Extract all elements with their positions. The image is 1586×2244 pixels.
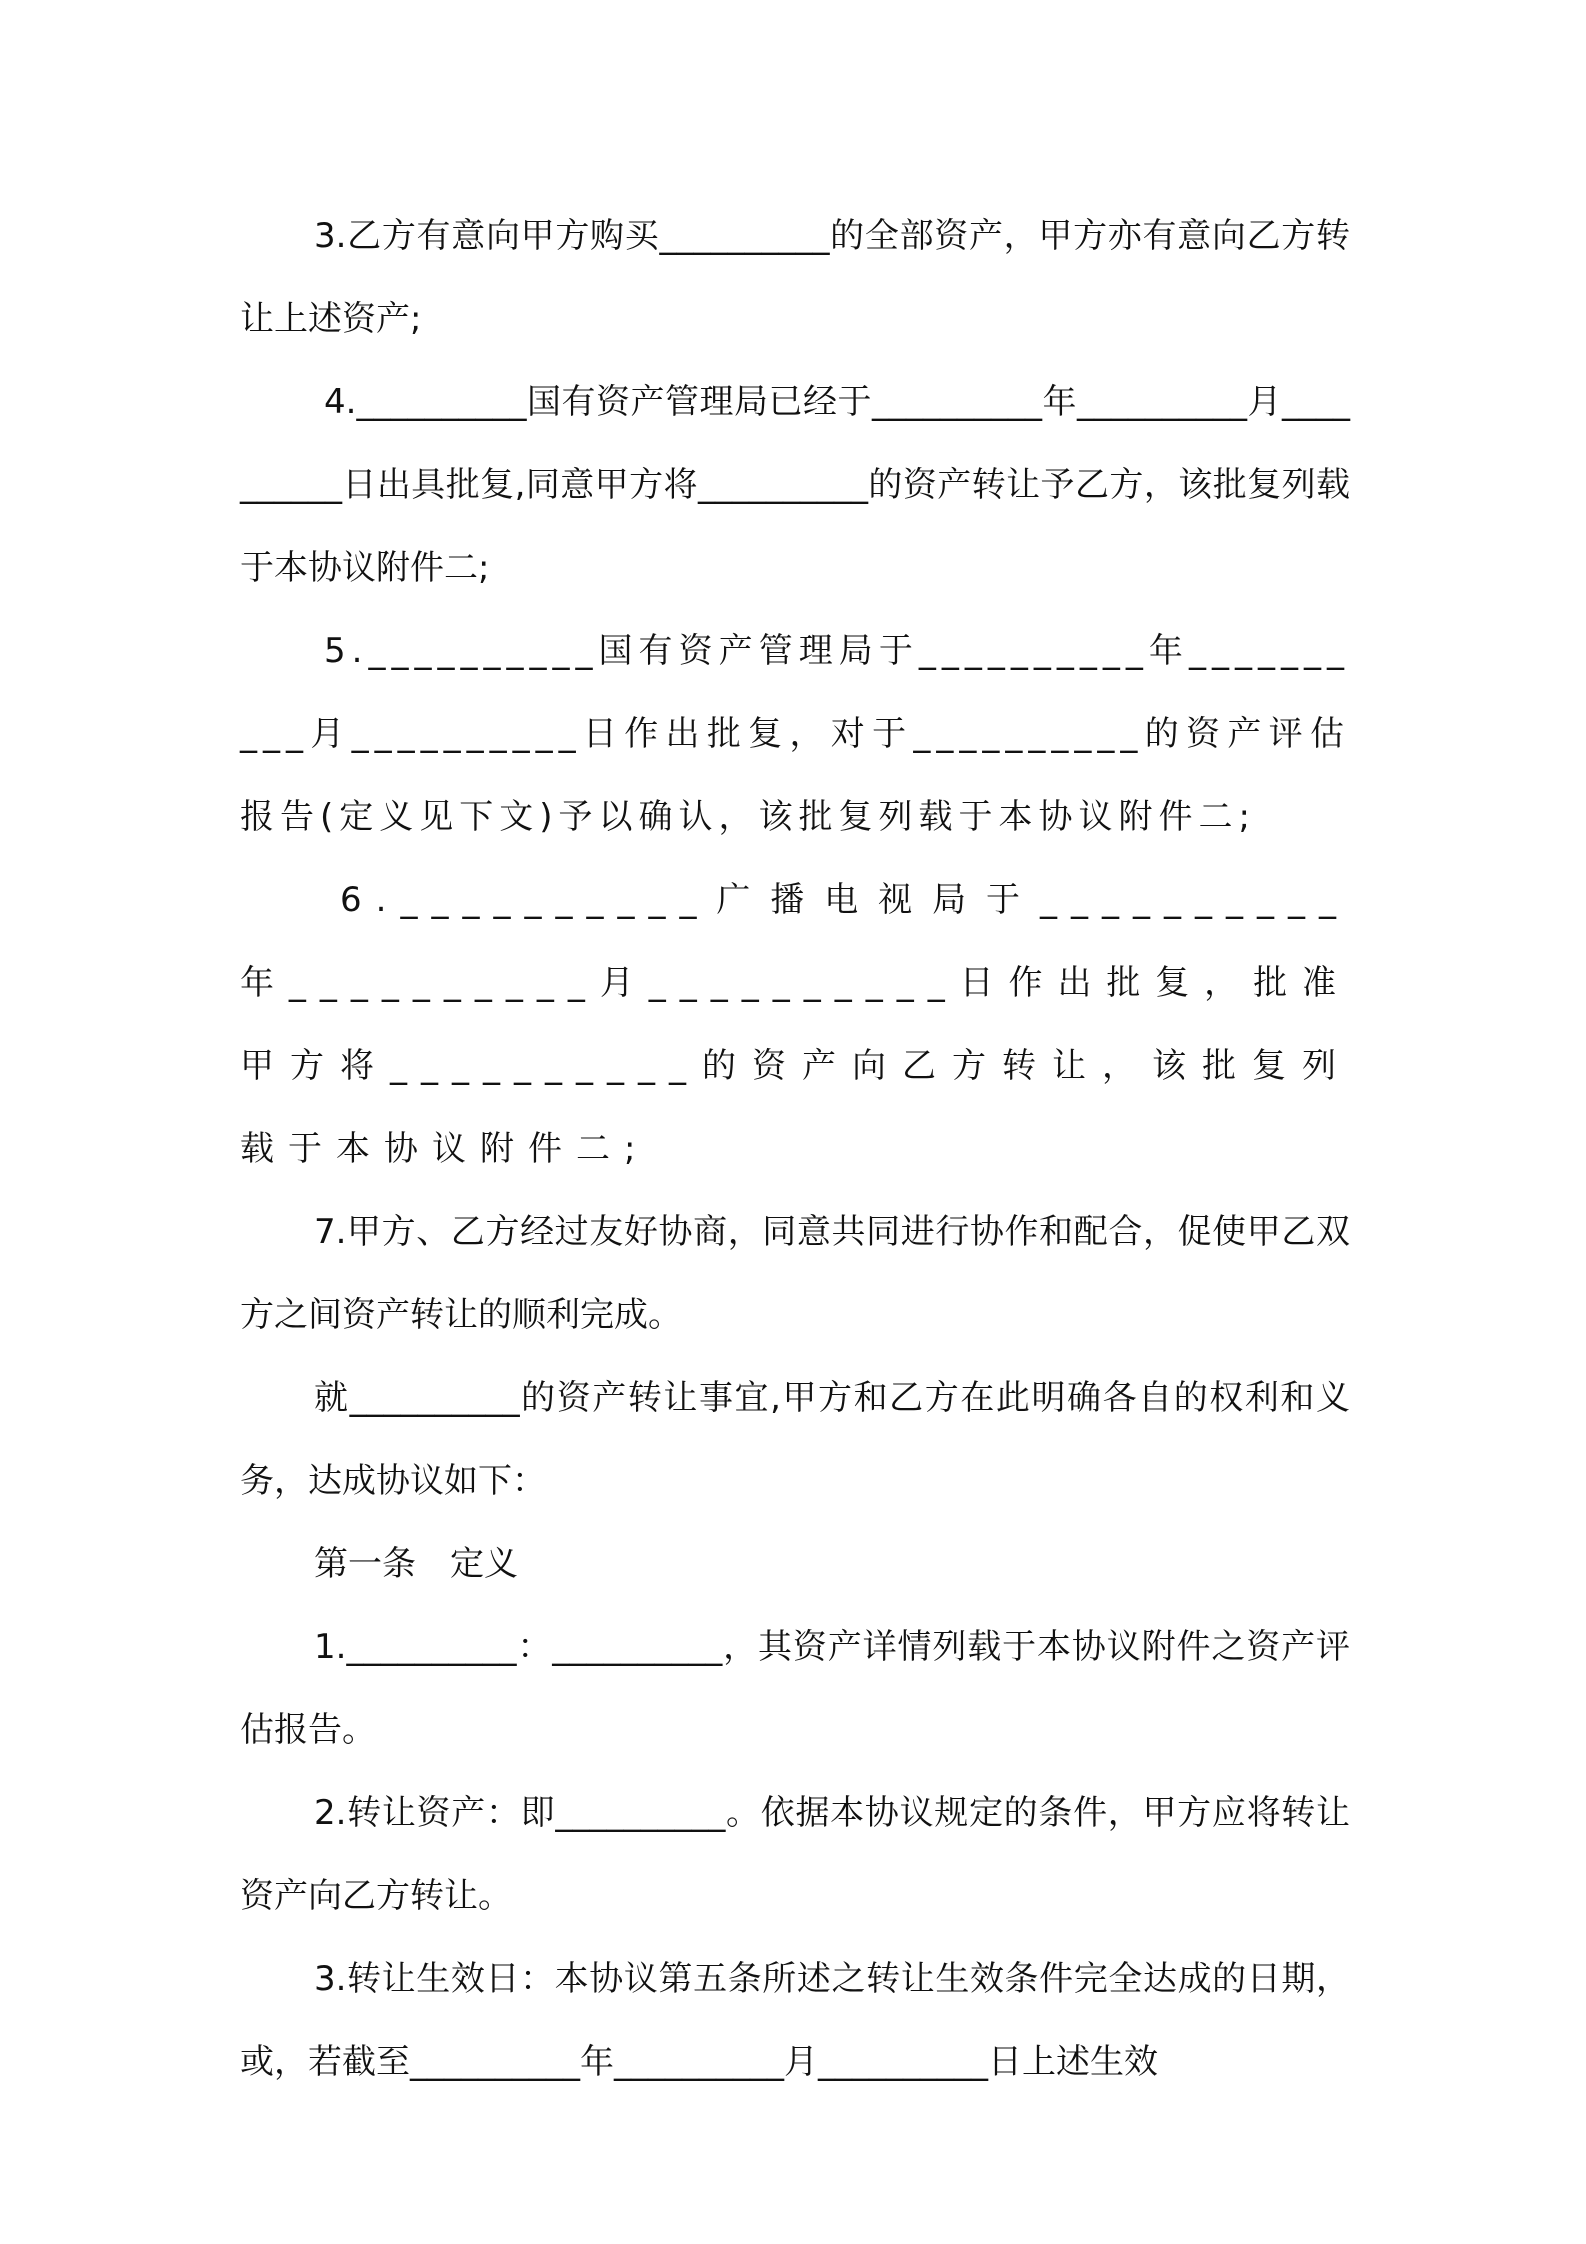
clause-3-intent: 3.乙方有意向甲方购买__________的全部资产，甲方亦有意向乙方转让上述资产; xyxy=(240,216,1350,339)
definition-1: 1.__________：__________，其资产详情列载于本协议附件之资产评估报告。 xyxy=(240,1627,1350,1750)
clause-5-valuation-confirmation: 5.__________国有资产管理局于__________年__________月__________日作出批复，对于__________的资产评估报告(定义见下文)予以确认，该批复列载于本协议附件二; xyxy=(240,631,1350,837)
definition-3-effective-date: 3.转让生效日：本协议第五条所述之转让生效条件完全达成的日期，或，若截至__________年__________月__________日上述生效 xyxy=(240,1959,1350,2082)
document-page xyxy=(240,195,1350,2104)
agreement-preamble: 就__________的资产转让事宜,甲方和乙方在此明确各自的权利和义务，达成协议如下： xyxy=(240,1378,1350,1501)
clause-4-asset-bureau-approval: 4.__________国有资产管理局已经于__________年__________月__________日出具批复,同意甲方将__________的资产转让予乙方，该批复列载于本协议附件二; xyxy=(240,382,1350,588)
clause-6-broadcast-approval: 6.__________广播电视局于__________年__________月__________日作出批复，批准甲方将__________的资产向乙方转让，该批复列载于本协议附件二; xyxy=(240,880,1350,1169)
definition-2-transfer-assets: 2.转让资产：即__________。依据本协议规定的条件，甲方应将转让资产向乙方转让。 xyxy=(240,1793,1350,1916)
article-1-heading: 第一条 定义 xyxy=(314,1544,518,1584)
clause-7-cooperation: 7.甲方、乙方经过友好协商，同意共同进行协作和配合，促使甲乙双方之间资产转让的顺利完成。 xyxy=(240,1212,1350,1335)
